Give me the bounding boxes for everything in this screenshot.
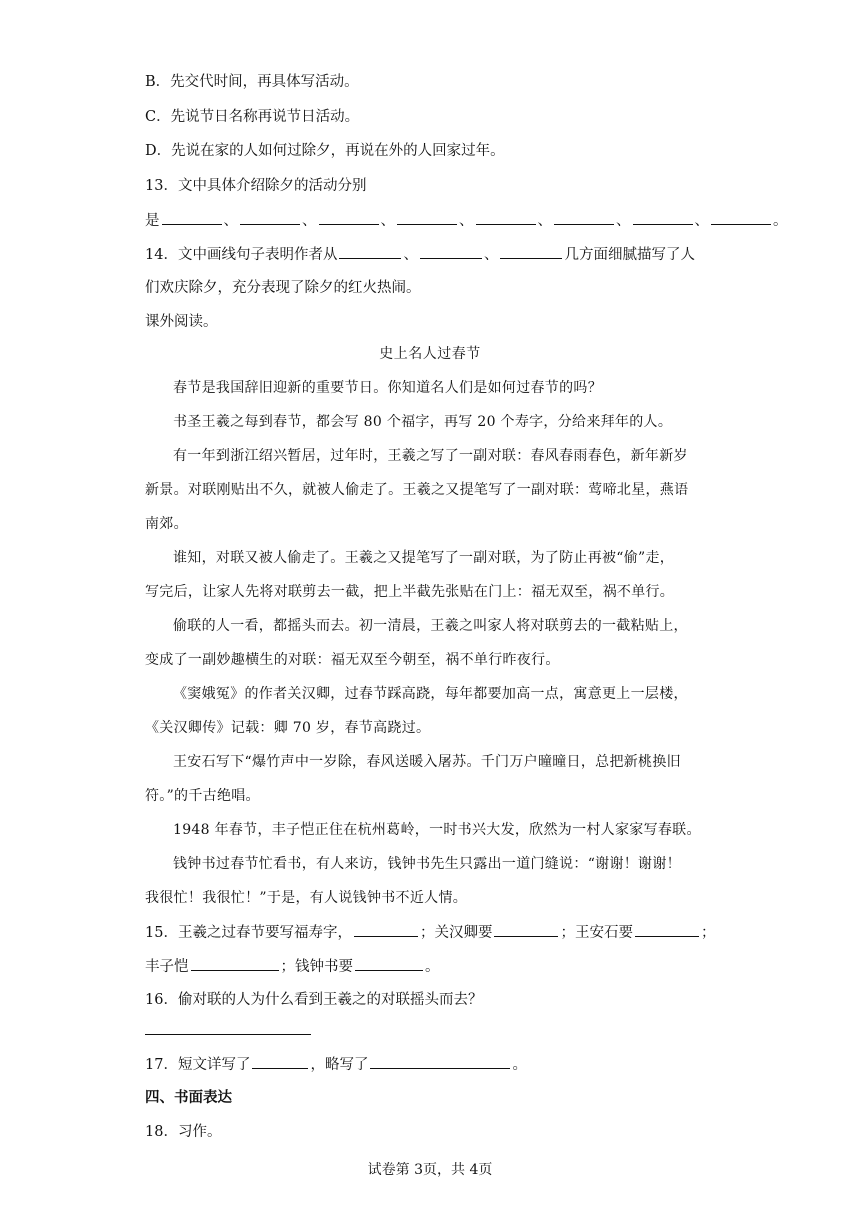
q15-text: 。 (425, 959, 440, 975)
page-footer: 试卷第 3页，共 4页 (367, 1162, 493, 1178)
q15-line-1 (145, 922, 721, 943)
q13-blank-6[interactable] (554, 210, 614, 225)
article-paragraph: 钱钟书过春节忙看书，有人来访，钱钟书先生只露出一道门缝说：“谢谢！谢谢！ (173, 856, 681, 872)
article-paragraph: 春节是我国辞旧迎新的重要节日。你知道名人们是如何过春节的吗？ (173, 380, 602, 396)
section-heading: 四、书面表达 (145, 1089, 232, 1106)
q14-line-1 (145, 244, 721, 265)
article-paragraph: 偷联的人一看，都摇头而去。初一清晨，王羲之叫家人将对联剪去的一截粘贴上， (173, 618, 688, 634)
q13-blank-3[interactable] (319, 210, 379, 225)
q13-blank-7[interactable] (633, 210, 693, 225)
q13-blank-8[interactable] (711, 210, 771, 225)
extra-reading-label: 课外阅读。 (145, 314, 218, 330)
q17-line (145, 1054, 721, 1075)
q13-prompt: 13．文中具体介绍除夕的活动分别 (145, 178, 367, 194)
separator: 、 (459, 213, 474, 229)
q13-blank-5[interactable] (476, 210, 536, 225)
q17-blank-1[interactable] (252, 1054, 308, 1069)
q15-blank-4[interactable] (191, 956, 279, 971)
separator: 、 (380, 213, 395, 229)
article-paragraph: 《窦娥冤》的作者关汉卿，过春节踩高跷，每年都要加高一点，寓意更上一层楼， (173, 686, 688, 702)
separator: 、 (694, 213, 709, 229)
article-paragraph-cont: 符。”的千古绝唱。 (145, 788, 260, 804)
article-paragraph-cont: 《关汉卿传》记载：卿 70 岁，春节高跷过。 (145, 720, 431, 736)
q14-blank-3[interactable] (500, 244, 562, 259)
article-paragraph-cont: 南郊。 (145, 516, 188, 532)
q12-option-b: B．先交代时间，再具体写活动。 (145, 74, 359, 90)
q17-blank-2[interactable] (370, 1054, 510, 1069)
period: 。 (773, 213, 788, 229)
article-paragraph: 1948 年春节，丰子恺正住在杭州葛岭，一时书兴大发，欣然为一村人家家写春联。 (173, 822, 701, 838)
q15-blank-1[interactable] (354, 922, 418, 937)
q15-text: ；关汉卿要 (419, 925, 493, 941)
q15-text: 丰子恺 (145, 959, 189, 975)
q13-blank-2[interactable] (240, 210, 300, 225)
q14-blank-1[interactable] (339, 244, 401, 259)
article-paragraph: 谁知，对联又被人偷走了。王羲之又提笔写了一副对联，为了防止再被“偷”走， (173, 550, 675, 566)
separator: 、 (483, 247, 499, 263)
article-paragraph-cont: 我很忙！我很忙！”于是，有人说钱钟书不近人情。 (145, 890, 468, 906)
separator: 、 (537, 213, 552, 229)
q12-option-d: D．先说在家的人如何过除夕，再说在外的人回家过年。 (145, 143, 505, 159)
q16-answer-line[interactable] (145, 1034, 311, 1035)
q13-blank-4[interactable] (397, 210, 457, 225)
article-paragraph-cont: 写完后，让家人先将对联剪去一截，把上半截先张贴在门上：福无双至，祸不单行。 (145, 584, 675, 600)
article-paragraph: 王安石写下“爆竹声中一岁除，春风送暖入屠苏。千门万户曈曈日，总把新桃换旧 (173, 754, 681, 770)
q15-line-2 (145, 956, 721, 977)
article-paragraph-cont: 变成了一副妙趣横生的对联：福无双至今朝至，祸不单行昨夜行。 (145, 652, 560, 668)
q13-blank-1[interactable] (162, 210, 222, 225)
q15-text: ；王安石要 (560, 925, 633, 941)
q15-blank-5[interactable] (355, 956, 423, 971)
q15-text: ； (700, 925, 716, 941)
q14-prefix: 14．文中画线句子表明作者从 (145, 247, 338, 263)
article-paragraph-cont: 新景。对联刚贴出不久，就被人偷走了。王羲之又提笔写了一副对联：莺啼北星，燕语 (145, 482, 689, 498)
q18-prompt: 18．习作。 (145, 1124, 222, 1140)
q15-text: ；钱钟书要 (280, 959, 353, 975)
q17-text: 17．短文详写了 (145, 1057, 251, 1073)
q14-suffix: 几方面细腻描写了人 (564, 247, 695, 263)
q17-text: ，略写了 (310, 1057, 369, 1073)
separator: 、 (403, 247, 418, 263)
separator: 、 (302, 213, 317, 229)
q14-blank-2[interactable] (420, 244, 482, 259)
q12-option-c: C．先说节日名称再说节日活动。 (145, 109, 360, 125)
separator: 、 (223, 213, 238, 229)
separator: 、 (616, 213, 631, 229)
q15-blank-2[interactable] (494, 922, 558, 937)
q16-prompt: 16．偷对联的人为什么看到王羲之的对联摇头而去？ (145, 992, 483, 1008)
article-title: 史上名人过春节 (379, 346, 481, 362)
q13-answer-line (145, 210, 788, 231)
q14-line-2: 们欢庆除夕，充分表现了除夕的红火热闹。 (145, 280, 421, 296)
q15-text: 15．王羲之过春节要写福寿字， (145, 925, 352, 941)
q13-prefix: 是 (145, 213, 160, 229)
article-paragraph: 有一年到浙江绍兴暂居，过年时，王羲之写了一副对联：春风春雨春色，新年新岁 (173, 448, 688, 464)
q15-blank-3[interactable] (635, 922, 699, 937)
q17-text: 。 (512, 1057, 527, 1073)
article-paragraph: 书圣王羲之每到春节，都会写 80 个福字，再写 20 个寿字，分给来拜年的人。 (173, 414, 673, 430)
